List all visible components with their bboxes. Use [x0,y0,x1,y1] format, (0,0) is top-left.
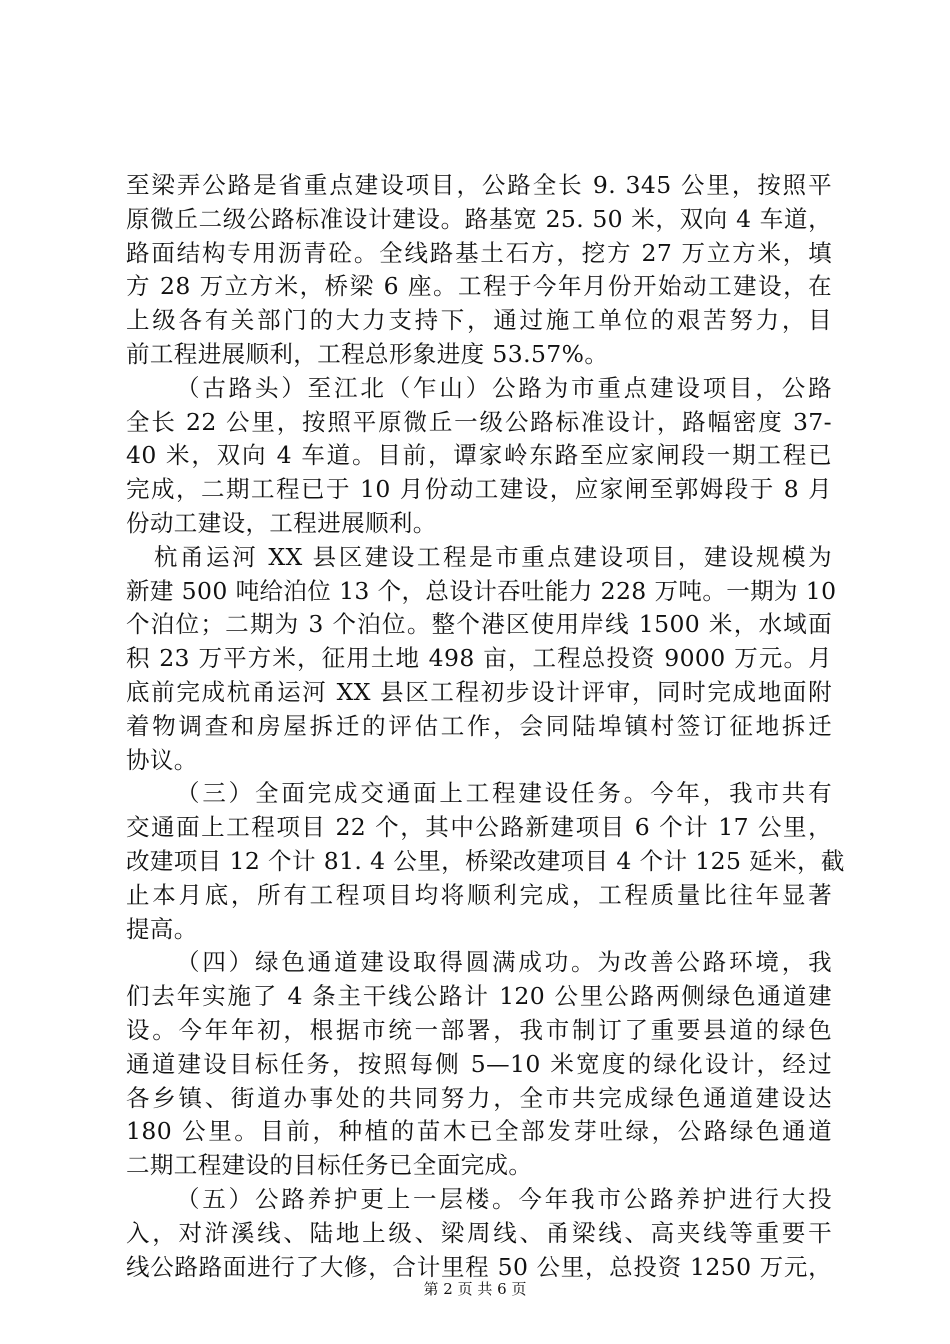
text-line: 改建项目 12 个计 81. 4 公里，桥梁改建项目 4 个计 125 延米，截 [126,846,845,875]
text-line: 协议。 [126,745,198,774]
text-line: 原微丘二级公路标准设计建设。路基宽 25. 50 米，双向 4 车道， [126,204,832,233]
page-number-footer: 第 2 页 共 6 页 [423,1280,527,1298]
text-line: 着物调查和房屋拆迁的评估工作，会同陆埠镇村签订征地拆迁 [126,711,832,740]
text-line: 提高。 [126,914,198,943]
text-line: 完成，二期工程已于 10 月份动工建设，应家闸至郭姆段于 8 月 [126,475,832,504]
text-line: 新建 500 吨给泊位 13 个，总设计吞吐能力 228 万吨。一期为 10 [126,576,837,605]
text-line: 各乡镇、街道办事处的共同努力，全市共完成绿色通道建设达 [126,1083,832,1112]
text-line: 方 28 万立方米，桥梁 6 座。工程于今年月份开始动工建设，在 [126,272,832,301]
text-line: 40 米，双向 4 车道。目前，谭家岭东路至应家闸段一期工程已 [126,441,832,470]
paragraph-start-line: （三）全面完成交通面上工程建设任务。今年，我市共有 [176,779,832,808]
paragraph-start-line: 杭甬运河 XX 县区建设工程是市重点建设项目，建设规模为 [154,542,832,571]
text-line: 上级各有关部门的大力支持下，通过施工单位的艰苦努力，目 [126,306,832,335]
text-line: 通道建设目标任务，按照每侧 5—10 米宽度的绿化设计，经过 [126,1049,832,1078]
paragraph-start-line: （五）公路养护更上一层楼。今年我市公路养护进行大投 [176,1184,832,1213]
text-line: 底前完成杭甬运河 XX 县区工程初步设计评审，同时完成地面附 [126,677,832,706]
text-line: 180 公里。目前，种植的苗木已全部发芽吐绿，公路绿色通道 [126,1117,832,1146]
text-line: 路面结构专用沥青砼。全线路基土石方，挖方 27 万立方米，填 [126,238,832,267]
text-line: 交通面上工程项目 22 个，其中公路新建项目 6 个计 17 公里， [126,813,832,842]
document-body [126,169,845,1284]
text-line: 止本月底，所有工程项目均将顺利完成，工程质量比往年显著 [126,880,832,909]
paragraph-start-line: （古路头）至江北（乍山）公路为市重点建设项目，公路 [176,373,832,402]
text-line: 积 23 万平方米，征用土地 498 亩，工程总投资 9000 万元。月 [126,644,832,673]
text-line: 设。今年年初，根据市统一部署，我市制订了重要县道的绿色 [126,1015,832,1044]
text-line: 全长 22 公里，按照平原微丘一级公路标准设计，路幅密度 37- [126,407,832,436]
text-line: 至梁弄公路是省重点建设项目，公路全长 9. 345 公里，按照平 [126,171,832,199]
text-line: 线公路路面进行了大修，合计里程 50 公里，总投资 1250 万元， [126,1252,832,1281]
text-line: 份动工建设，工程进展顺利。 [126,508,437,537]
text-line: 前工程进展顺利，工程总形象进度 53.57%。 [126,339,609,368]
text-line: 二期工程建设的目标任务已全面完成。 [126,1151,533,1180]
text-line: 们去年实施了 4 条主干线公路计 120 公里公路两侧绿色通道建 [126,982,832,1011]
paragraph-start-line: （四）绿色通道建设取得圆满成功。为改善公路环境，我 [176,948,832,977]
text-line: 个泊位；二期为 3 个泊位。整个港区使用岸线 1500 米，水域面 [126,610,832,639]
text-line: 入，对浒溪线、陆地上级、梁周线、甬梁线、高夹线等重要干 [126,1218,832,1247]
